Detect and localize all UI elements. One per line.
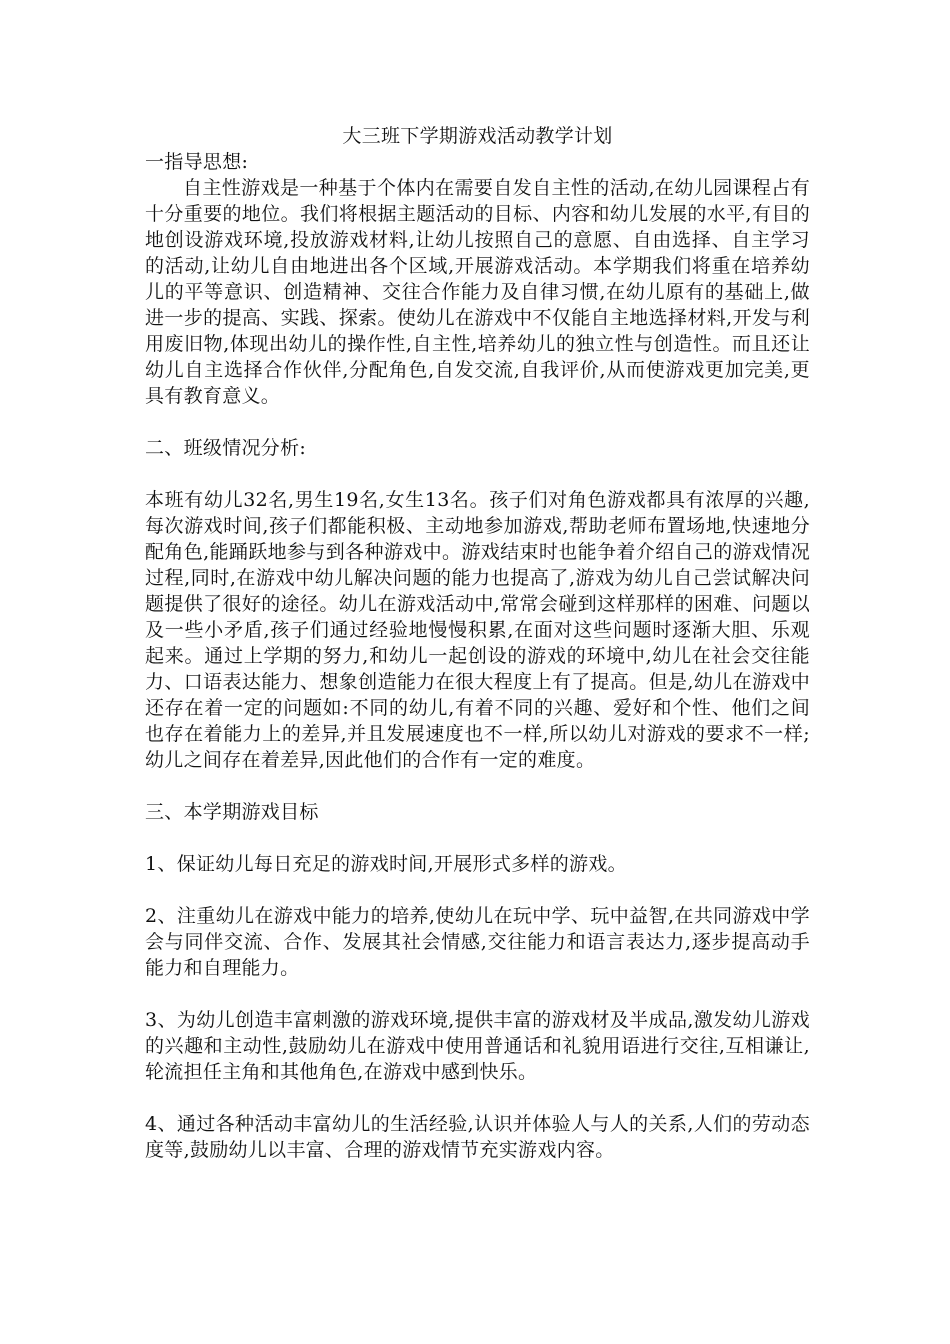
document-page xyxy=(145,123,810,1163)
goal-item-4: 4、通过各种活动丰富幼儿的生活经验,认识并体验人与人的关系,人们的劳动态度等,鼓励幼儿以丰富、合理的游戏情节充实游戏内容。 xyxy=(145,1113,810,1161)
goal-item-1: 1、保证幼儿每日充足的游戏时间,开展形式多样的游戏。 xyxy=(145,853,627,875)
paragraph-guiding-thought: 自主性游戏是一种基于个体内在需要自发自主性的活动,在幼儿园课程占有十分重要的地位。我们将根据主题活动的目标、内容和幼儿发展的水平,有目的地创设游戏环境,投放游戏材料,让幼儿按照自己的意愿、自由选择、自主学习的活动,让幼儿自由地进出各个区域,开展游戏活动。本学期我们将重在培养幼儿的平等意识、创造精神、交往合作能力及自律习惯,在幼儿原有的基础上,做进一步的提高、实践、探索。使幼儿在游戏中不仅能自主地选择材料,开发与利用废旧物,体现出幼儿的操作性,自主性,培养幼儿的独立性与创造性。而且还让幼儿自主选择合作伙伴,分配角色,自发交流,自我评价,从而使游戏更加完美,更具有教育意义。 xyxy=(145,177,810,407)
goal-item-3: 3、为幼儿创造丰富刺激的游戏环境,提供丰富的游戏材及半成品,激发幼儿游戏的兴趣和主动性,鼓励幼儿在游戏中使用普通话和礼貌用语进行交往,互相谦让,轮流担任主角和其他角色,在游戏中感到快乐。 xyxy=(145,1009,810,1083)
section-heading-guiding-thought: 一指导思想: xyxy=(145,151,249,173)
document-title: 大三班下学期游戏活动教学计划 xyxy=(342,125,613,147)
paragraph-class-analysis: 本班有幼儿32名,男生19名,女生13名。孩子们对角色游戏都具有浓厚的兴趣,每次游戏时间,孩子们都能积极、主动地参加游戏,帮助老师布置场地,快速地分配角色,能踊跃地参与到各种游戏中。游戏结束时也能争着介绍自己的游戏情况过程,同时,在游戏中幼儿解决问题的能力也提高了,游戏为幼儿自己尝试解决问题提供了很好的途径。幼儿在游戏活动中,常常会碰到这样那样的困难、问题以及一些小矛盾,孩子们通过经验地慢慢积累,在面对这些问题时逐渐大胆、乐观起来。通过上学期的努力,和幼儿一起创设的游戏的环境中,幼儿在社会交往能力、口语表达能力、想象创造能力在很大程度上有了提高。但是,幼儿在游戏中还存在着一定的问题如:不同的幼儿,有着不同的兴趣、爱好和个性、他们之间也存在着能力上的差异,并且发展速度也不一样,所以幼儿对游戏的要求不一样;幼儿之间存在着差异,因此他们的合作有一定的难度。 xyxy=(145,489,810,771)
goal-item-2: 2、注重幼儿在游戏中能力的培养,使幼儿在玩中学、玩中益智,在共同游戏中学会与同伴交流、合作、发展其社会情感,交往能力和语言表达力,逐步提高动手能力和自理能力。 xyxy=(145,905,810,979)
section-heading-game-goals: 三、本学期游戏目标 xyxy=(145,801,319,823)
section-heading-class-analysis: 二、班级情况分析: xyxy=(145,437,307,459)
